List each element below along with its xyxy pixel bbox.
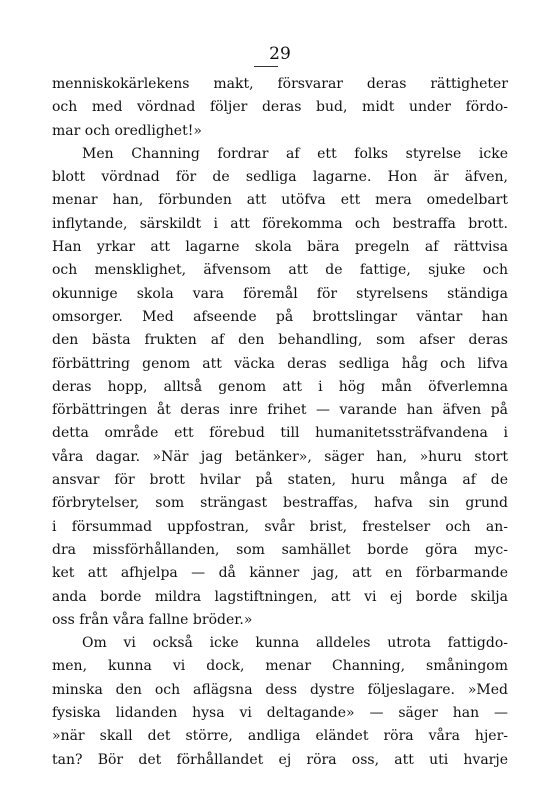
page-number-rule (254, 66, 278, 67)
text-line: deras hopp, alltså genom att i hög mån öfverlemna (52, 378, 508, 395)
text-line: förbättring genom att väcka deras sedliga håg och lifva (52, 355, 508, 372)
text-line: Om vi också icke kunna alldeles utrota fattigdo- (82, 635, 508, 652)
text-line: fysiska lidanden hysa vi deltagande» — säger han — (52, 705, 508, 722)
text-line: menar han, förbunden att utöfva ett mera omedelbart (52, 192, 508, 209)
text-line: omsorger. Med afseende på brottslingar väntar han (52, 308, 508, 325)
text-line: tan? Bör det förhållandet ej röra oss, att uti hvarje (52, 751, 508, 768)
text-line: Men Channing fordrar af ett folks styrelse icke (82, 145, 508, 162)
text-line: Han yrkar att lagarne skola bära pregeln af rättvisa (52, 239, 508, 256)
body-text (52, 73, 508, 772)
text-line: inflytande, särskildt i att förekomma och bestraffa brott. (52, 215, 508, 232)
text-line: dra missförhållanden, som samhället borde göra myc- (52, 541, 508, 558)
page-number: 29 (269, 44, 291, 64)
text-line: anda borde mildra lagstiftningen, att vi ej borde skilja (52, 588, 508, 605)
text-line: blott vördnad för de sedliga lagarne. Hon är äfven, (52, 169, 508, 186)
text-line: minska den och aflägsna dess dystre följeslagare. »Med (52, 681, 508, 698)
text-line: oss från våra fallne bröder.» (52, 611, 253, 628)
text-line: men, kunna vi dock, menar Channing, småningom (52, 658, 508, 675)
text-line: i försummad uppfostran, svår brist, frestelser och an- (52, 518, 508, 535)
text-line: och med vördnad följer deras bud, midt under fördo- (52, 99, 508, 116)
text-line: den bästa frukten af den behandling, som afser deras (52, 332, 508, 349)
text-line: mar och oredlighet!» (52, 122, 202, 139)
text-line: »när skall det större, andliga eländet röra våra hjer- (52, 728, 508, 745)
text-line: okunnige skola vara föremål för styrelsens ständiga (52, 285, 508, 302)
text-line: förbrytelser, som strängast bestraffas, hafva sin grund (52, 495, 508, 512)
text-line: förbättringen åt deras inre frihet — varande han äfven på (52, 402, 508, 419)
text-line: och mensklighet, äfvensom att de fattige, sjuke och (52, 262, 508, 279)
text-line: ket att afhjelpa — då känner jag, att en förbarmande (52, 565, 508, 582)
text-line: menniskokärlekens makt, försvarar deras rättigheter (52, 76, 508, 92)
text-line: våra dagar. »När jag betänker», säger han, »huru stort (52, 448, 508, 465)
text-line: ansvar för brott hvilar på staten, huru många af de (52, 472, 508, 489)
text-line: detta område ett förebud till humanitetssträfvandena i (52, 425, 508, 442)
